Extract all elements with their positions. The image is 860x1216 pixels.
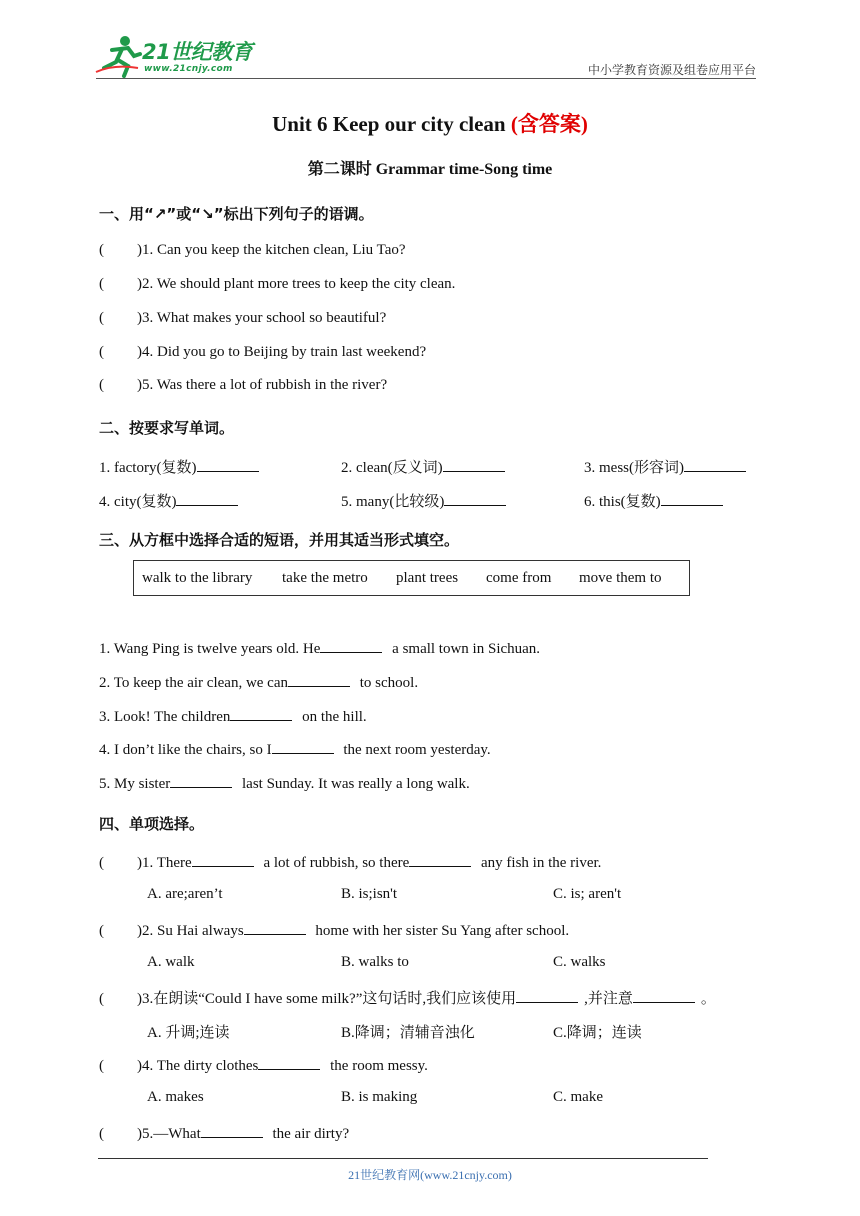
- question: ( )2. Su Hai always home with her sister Su Yang after school.: [99, 920, 569, 940]
- phrase-box: [133, 560, 690, 596]
- phrase: take the metro: [282, 570, 368, 586]
- word-item: 4. city(复数): [99, 490, 244, 511]
- option: A. 升调;连读: [147, 1025, 230, 1041]
- footer-text: 21世纪教育网(www.21cnjy.com): [348, 1168, 512, 1182]
- header-divider: [96, 78, 756, 79]
- word-item: 1. factory(复数): [99, 456, 265, 477]
- word-item: 6. this(复数): [584, 490, 729, 511]
- runner-logo-icon: [94, 34, 144, 78]
- option: B. walks to: [341, 954, 409, 970]
- logo-url: www.21cnjy.com: [144, 64, 233, 74]
- phrase: move them to: [579, 570, 662, 586]
- option: C. is; aren't: [553, 886, 622, 902]
- phrase: plant trees: [396, 570, 459, 586]
- list-item: ( )5. Was there a lot of rubbish in the river?: [99, 377, 388, 393]
- option: C. make: [553, 1089, 603, 1105]
- page-title: [0, 108, 860, 138]
- section3-heading: 三、从方框中选择合适的短语，并用其适当形式填空。: [99, 531, 460, 549]
- title-answer-note: (含答案): [510, 112, 588, 136]
- section2-heading: 二、按要求写单词。: [99, 419, 235, 437]
- option: A. walk: [147, 954, 195, 970]
- word-item: 5. many(比较级): [341, 490, 512, 511]
- list-item: 5. My sister last Sunday. It was really a long walk.: [99, 773, 470, 793]
- option: C. walks: [553, 954, 606, 970]
- list-item: 1. Wang Ping is twelve years old. He a small town in Sichuan.: [99, 638, 540, 658]
- option: A. makes: [147, 1089, 204, 1105]
- option: B.降调；清辅音浊化: [341, 1025, 475, 1041]
- title-main: Unit 6 Keep our city clean: [272, 112, 511, 136]
- list-item: ( )1. Can you keep the kitchen clean, Liu Tao?: [99, 242, 406, 258]
- list-item: 2. To keep the air clean, we can to school.: [99, 672, 418, 692]
- logo-text: 21世纪教育: [142, 40, 253, 64]
- option: A. are;aren’t: [147, 886, 223, 902]
- logo: [94, 34, 264, 80]
- option: B. is making: [341, 1089, 418, 1105]
- section1-heading: 一、用“↗”或“↘”标出下列句子的语调。: [99, 205, 374, 223]
- section4-heading: 四、单项选择。: [99, 815, 205, 833]
- list-item: ( )3. What makes your school so beautiful?: [99, 310, 387, 326]
- option: C.降调；连读: [553, 1025, 642, 1041]
- page-subtitle: 第二课时 Grammar time-Song time: [307, 161, 553, 178]
- list-item: ( )4. Did you go to Beijing by train last weekend?: [99, 344, 427, 360]
- question: ( )5.—What the air dirty?: [99, 1123, 349, 1143]
- list-item: 4. I don’t like the chairs, so I the next room yesterday.: [99, 739, 491, 759]
- footer-divider: [98, 1158, 708, 1159]
- question: ( )3.在朗读“Could I have some milk?”这句话时,我们应该使用 ,并注意 。: [99, 987, 716, 1008]
- question: ( )1. There a lot of rubbish, so there any fish in the river.: [99, 852, 601, 872]
- list-item: ( )2. We should plant more trees to keep the city clean.: [99, 276, 456, 292]
- phrase: walk to the library: [142, 570, 253, 586]
- word-item: 2. clean(反义词): [341, 456, 511, 477]
- list-item: 3. Look! The children on the hill.: [99, 706, 367, 726]
- option: B. is;isn't: [341, 886, 398, 902]
- question: ( )4. The dirty clothes the room messy.: [99, 1055, 428, 1075]
- word-item: 3. mess(形容词): [584, 456, 752, 477]
- phrase: come from: [486, 570, 552, 586]
- platform-label: 中小学教育资源及组卷应用平台: [587, 63, 756, 77]
